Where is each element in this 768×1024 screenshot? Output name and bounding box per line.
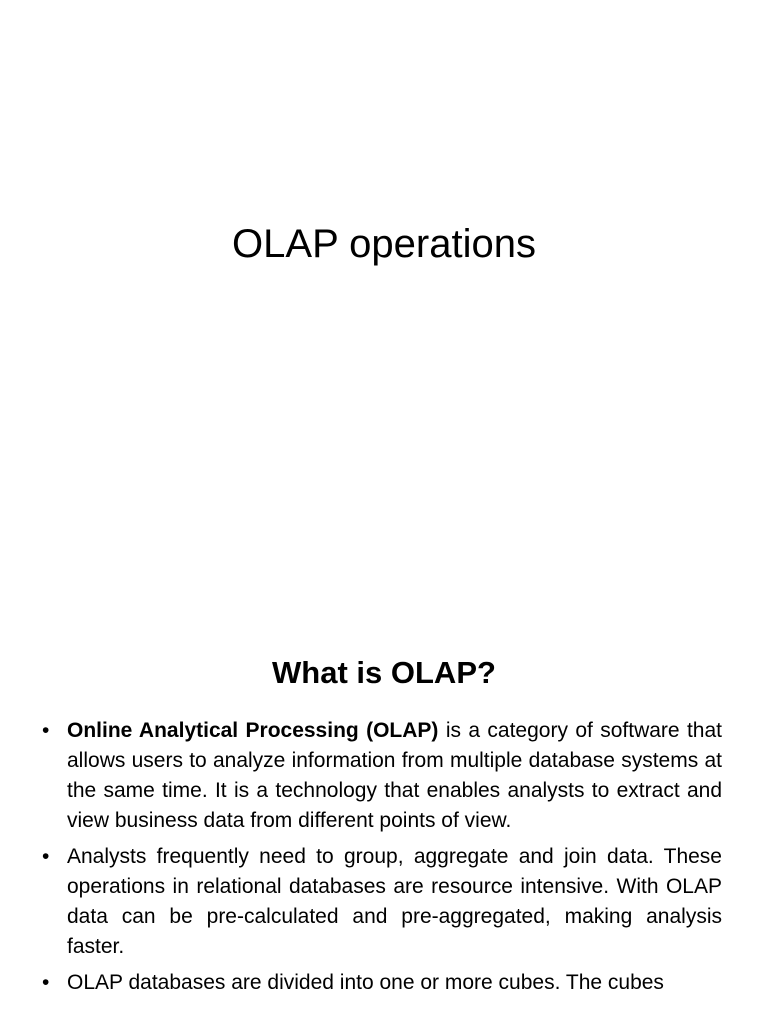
bullet-icon: •	[42, 719, 50, 742]
bullet-text: Analysts frequently need to group, aggregate and join data. These operations in relational databases are resource intensive. With OLAP data can be pre-calculated and pre-aggregated, making analysis faster.	[67, 845, 722, 958]
bullet-item	[40, 968, 722, 998]
bullet-list	[40, 716, 722, 1004]
slide-title: OLAP operations	[232, 222, 536, 266]
bullet-text: is a category of software that allows users to analyze information from multiple database systems at the same time. It is a technology that enables analysts to extract and view business data from different points of view.	[67, 719, 722, 832]
content-slide	[0, 576, 768, 1024]
slide-heading: What is OLAP?	[272, 655, 496, 690]
bullet-text: OLAP databases are divided into one or more cubes. The cubes	[67, 971, 664, 994]
bullet-item	[40, 842, 722, 962]
bullet-icon: •	[42, 845, 50, 868]
bullet-item	[40, 716, 722, 836]
bullet-bold-text: Online Analytical Processing (OLAP)	[67, 719, 439, 742]
bullet-icon: •	[42, 971, 50, 994]
